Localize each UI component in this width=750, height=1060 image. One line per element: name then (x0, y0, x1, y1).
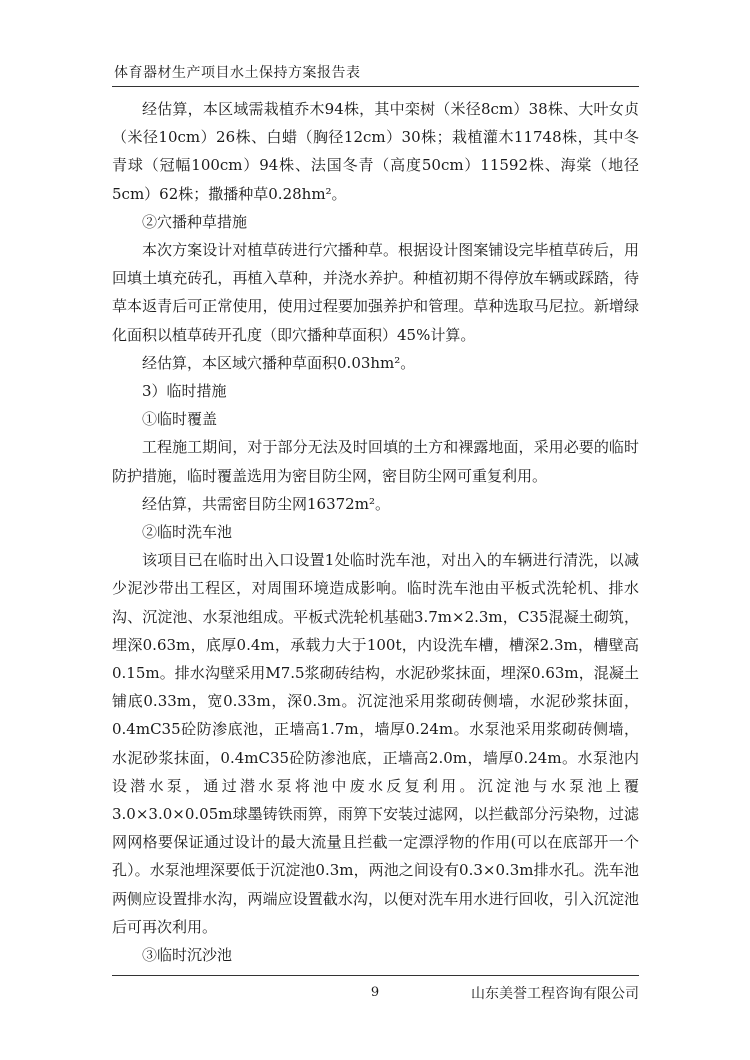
footer-divider (112, 975, 639, 976)
page-number: 9 (370, 985, 380, 1000)
document-body (112, 95, 639, 969)
heading-sedimentation-pool: ③临时沉沙池 (142, 946, 233, 965)
heading-hole-seeding: ②穴播种草措施 (142, 212, 248, 231)
heading-temporary-cover: ①临时覆盖 (142, 410, 218, 429)
paragraph-planting-estimate: 经估算，本区域需栽植乔木94株，其中栾树（米径8cm）38株、大叶女贞（米径10cm）26株、白蜡（胸径12cm）30株；栽植灌木11748株，其中冬青球（冠幅100cm）94株、法国冬青（高度50cm）11592株、海棠（地径5cm）62株；撒播种草0.28hm²。 (112, 100, 639, 203)
document-header: 体育器材生产项目水土保持方案报告表 (114, 65, 361, 81)
paragraph-seeding-estimate: 经估算，本区域穴播种草面积0.03hm²。 (142, 353, 416, 372)
company-name: 山东美誉工程咨询有限公司 (471, 986, 639, 1002)
paragraph-temporary-cover: 工程施工期间，对于部分无法及时回填的土方和裸露地面，采用必要的临时防护措施，临时覆盖选用为密目防尘网，密目防尘网可重复利用。 (112, 438, 639, 485)
header-divider (112, 86, 639, 87)
paragraph-cover-estimate: 经估算，共需密目防尘网16372m²。 (142, 494, 390, 513)
heading-temporary-measures: 3）临时措施 (142, 382, 227, 401)
heading-car-wash-pool: ②临时洗车池 (142, 523, 233, 542)
paragraph-hole-seeding: 本次方案设计对植草砖进行穴播种草。根据设计图案铺设完毕植草砖后，用回填土填充砖孔，再植入草种，并浇水养护。种植初期不得停放车辆或踩踏，待草本返青后可正常使用，使用过程要加强养护和管理。草种选取马尼拉。新增绿化面积以植草砖开孔度（即穴播种草面积）45%计算。 (112, 241, 639, 344)
paragraph-car-wash-pool: 该项目已在临时出入口设置1处临时洗车池，对出入的车辆进行清洗，以减少泥沙带出工程区，对周围环境造成影响。临时洗车池由平板式洗轮机、排水沟、沉淀池、水泵池组成。平板式洗轮机基础3.7m×2.3m，C35混凝土砌筑，埋深0.63m，底厚0.4m，承载力大于100t，内设洗车槽，槽深2.3m，槽壁高0.15m。排水沟壁采用M7.5浆砌砖结构，水泥砂浆抹面，埋深0.63m，混凝土铺底0.33m，宽0.33m，深0.3m。沉淀池采用浆砌砖侧墙，水泥砂浆抹面，0.4mC35砼防渗底池，正墙高1.7m，墙厚0.24m。水泵池采用浆砌砖侧墙，水泥砂浆抹面，0.4mC35砼防渗池底，正墙高2.0m，墙厚0.24m。水泵池内设潜水泵，通过潜水泵将池中废水反复利用。沉淀池与水泵池上覆3.0×3.0×0.05m球墨铸铁雨箅，雨箅下安装过滤网，以拦截部分污染物，过滤网网格要保证通过设计的最大流量且拦截一定漂浮物的作用(可以在底部开一个孔）。水泵池埋深要低于沉淀池0.3m，两池之间设有0.3×0.3m排水孔。洗车池两侧应设置排水沟，两端应设置截水沟，以便对洗车用水进行回收，引入沉淀池后可再次利用。 (112, 551, 639, 936)
